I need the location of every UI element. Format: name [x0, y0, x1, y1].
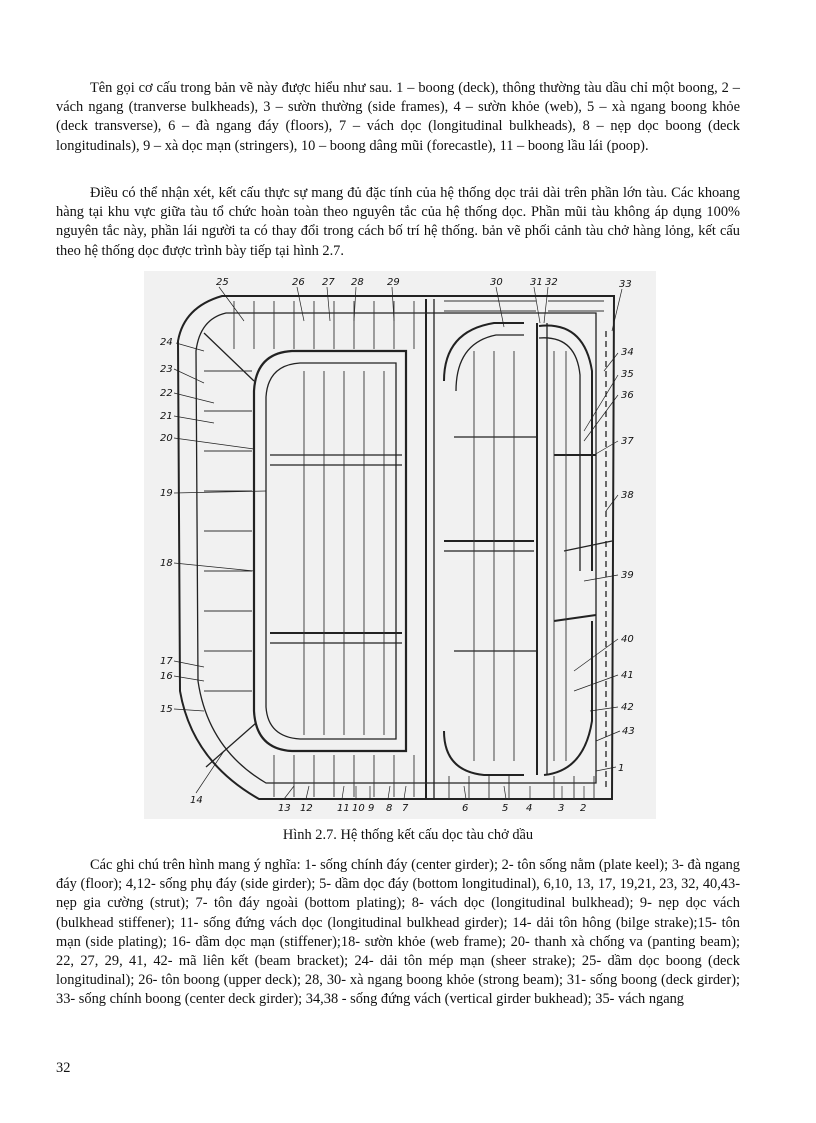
label-27: 27	[322, 277, 335, 288]
label-31: 31	[530, 277, 543, 288]
label-12: 12	[300, 803, 313, 814]
label-36: 36	[621, 390, 634, 401]
label-10: 10	[352, 803, 365, 814]
label-29: 29	[387, 277, 400, 288]
label-19: 19	[160, 488, 173, 499]
label-34: 34	[621, 347, 634, 358]
label-21: 21	[160, 411, 173, 422]
label-8: 8	[386, 803, 393, 814]
label-14: 14	[190, 795, 203, 806]
label-15: 15	[160, 704, 173, 715]
label-7: 7	[402, 803, 409, 814]
structure-drawing	[144, 271, 656, 819]
label-28: 28	[351, 277, 364, 288]
label-11: 11	[337, 803, 350, 814]
label-22: 22	[160, 388, 173, 399]
label-40: 40	[621, 634, 634, 645]
label-9: 9	[368, 803, 375, 814]
label-35: 35	[621, 369, 634, 380]
label-18: 18	[160, 558, 173, 569]
label-20: 20	[160, 433, 173, 444]
label-42: 42	[621, 702, 634, 713]
label-24: 24	[160, 337, 173, 348]
label-30: 30	[490, 277, 503, 288]
label-25: 25	[216, 277, 229, 288]
label-43: 43	[622, 726, 635, 737]
label-39: 39	[621, 570, 634, 581]
figure-tanker-longitudinal-structure	[144, 271, 656, 819]
label-38: 38	[621, 490, 634, 501]
label-41: 41	[621, 670, 634, 681]
label-37: 37	[621, 436, 634, 447]
label-23: 23	[160, 364, 173, 375]
label-6: 6	[462, 803, 469, 814]
paragraph-structure-names: Tên gọi cơ cấu trong bản vẽ này được hiểu như sau. 1 – boong (deck), thông thường tàu dầu chỉ một boong, 2 – vách ngang (tranverse bulkheads), 3 – sườn thường (side frames), 4 – sườn khỏe (web), 5 – xà ngang boong khỏe (deck transverse), 6 – đà ngang đáy (floors), 7 – vách dọc (longitudinal bulkheads), 8 – nẹp dọc boong (deck longitudinals), 9 – xà dọc mạn (stringers), 10 – boong dâng mũi (forecastle), 11 – boong lầu lái (poop).	[56, 80, 740, 154]
label-2: 2	[580, 803, 587, 814]
label-33: 33	[619, 279, 632, 290]
label-26: 26	[292, 277, 305, 288]
label-16: 16	[160, 671, 173, 682]
label-3: 3	[558, 803, 565, 814]
paragraph-longitudinal-remark: Điều có thể nhận xét, kết cấu thực sự mang đủ đặc tính của hệ thống dọc trải dài trên phần lớn tàu. Các khoang hàng tại khu vực giữa tàu tổ chức hoàn toàn theo nguyên tắc của hệ thống dọc. Phần mũi tàu không áp dụng 100% nguyên tắc này, phần lái người ta có thay đổi trong cách bố trí hệ thống. bản vẽ phối cảnh tàu chở hàng lỏng, kết cấu theo hệ thống dọc được trình bày tiếp tại hình 2.7.	[56, 185, 740, 259]
label-5: 5	[502, 803, 509, 814]
label-13: 13	[278, 803, 291, 814]
label-17: 17	[160, 656, 173, 667]
figure-caption: Hình 2.7. Hệ thống kết cấu dọc tàu chở dầu	[282, 827, 534, 843]
page-number: 32	[56, 1060, 71, 1076]
label-32: 32	[545, 277, 558, 288]
paragraph-figure-legend: Các ghi chú trên hình mang ý nghĩa: 1- sống chính đáy (center girder); 2- tôn sống nằm (plate keel); 3- đà ngang đáy (floor); 4,12- sống phụ đáy (side girder); 5- dầm dọc đáy (bottom longitudinal), 6,10, 13, 17, 19,21, 23, 32, 40,43- nẹp gia cường (strut); 7- tôn đáy ngoài (bottom plating); 8- vách dọc (longitudinal bulkhead); 9- nẹp dọc vách (bulkhead stiffener); 11- sống đứng vách dọc (longitudinal bulkhead girder); 14- dải tôn hông (bilge strake);15- tôn mạn (side plating); 16- dầm dọc mạn (stiffener);18- sườn khỏe (web frame); 20- thanh xà chống va (panting beam); 22, 27, 29, 41, 42- mã liên kết (beam bracket); 24- dải tôn mép mạn (sheer strake); 25- dầm dọc boong (deck longitudinal); 26- tôn boong (upper deck); 28, 30- xà ngang boong khỏe (strong beam); 31- sống boong (deck girder); 33- sống chính boong (center deck girder); 34,38 - sống đứng vách (vertical girder bukhead); 35- vách ngang	[56, 857, 740, 1008]
label-1: 1	[618, 763, 625, 774]
label-4: 4	[526, 803, 533, 814]
